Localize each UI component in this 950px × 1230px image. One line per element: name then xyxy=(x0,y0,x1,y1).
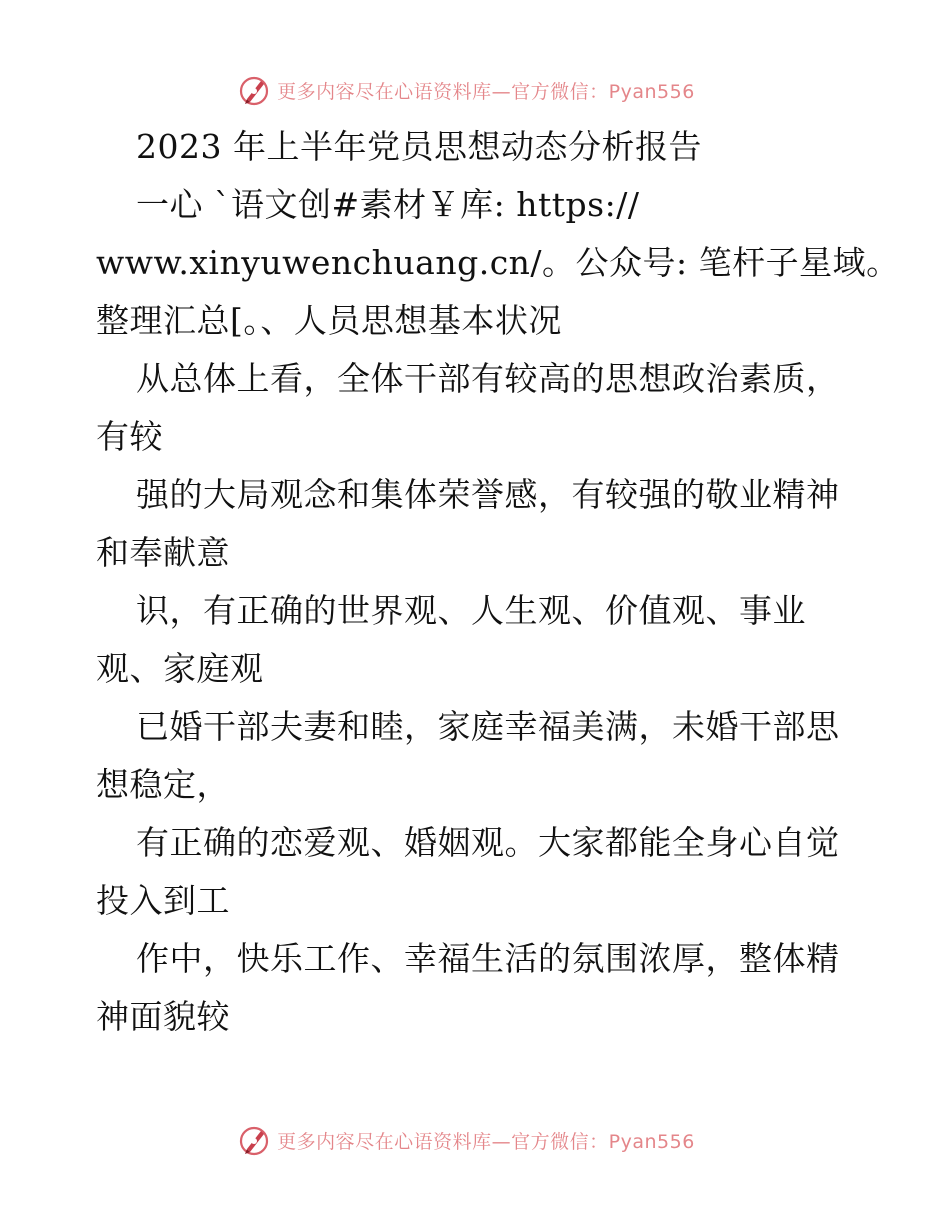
watermark-text: 更多内容尽在心语资料库—官方微信：Pyan556 xyxy=(277,1130,695,1153)
text-line: 想稳定， xyxy=(96,765,230,804)
text-line: 已婚干部夫妻和睦，家庭幸福美满，未婚干部思 xyxy=(136,707,840,746)
pen-logo-icon xyxy=(237,73,271,107)
document-body xyxy=(96,118,900,1046)
text-line: 强的大局观念和集体荣誉感，有较强的敬业精神 xyxy=(136,475,840,514)
text-line: 观、家庭观 xyxy=(96,649,264,688)
text-line: 神面貌较 xyxy=(96,997,230,1036)
text-line: 作中，快乐工作、幸福生活的氛围浓厚，整体精 xyxy=(136,939,840,978)
section-heading: 整理汇总[。、人员思想基本状况 xyxy=(96,301,562,340)
header-watermark xyxy=(0,70,950,110)
text-line: www.xinyuwenchuang.cn/。公众号: 笔杆子星域。 xyxy=(96,243,900,282)
text-line: 投入到工 xyxy=(96,881,230,920)
text-line: 有较 xyxy=(96,417,163,456)
text-line: 一心 `语文创#素材￥库: https:// xyxy=(136,185,640,224)
footer-watermark xyxy=(0,1120,950,1160)
watermark-text: 更多内容尽在心语资料库—官方微信：Pyan556 xyxy=(277,80,695,103)
document-title: 2023 年上半年党员思想动态分析报告 xyxy=(136,127,702,166)
text-line: 有正确的恋爱观、婚姻观。大家都能全身心自觉 xyxy=(136,823,840,862)
pen-logo-icon xyxy=(237,1123,271,1157)
text-line: 从总体上看，全体干部有较高的思想政治素质， xyxy=(136,359,840,398)
text-line: 识，有正确的世界观、人生观、价值观、事业 xyxy=(136,591,806,630)
text-line: 和奉献意 xyxy=(96,533,230,572)
